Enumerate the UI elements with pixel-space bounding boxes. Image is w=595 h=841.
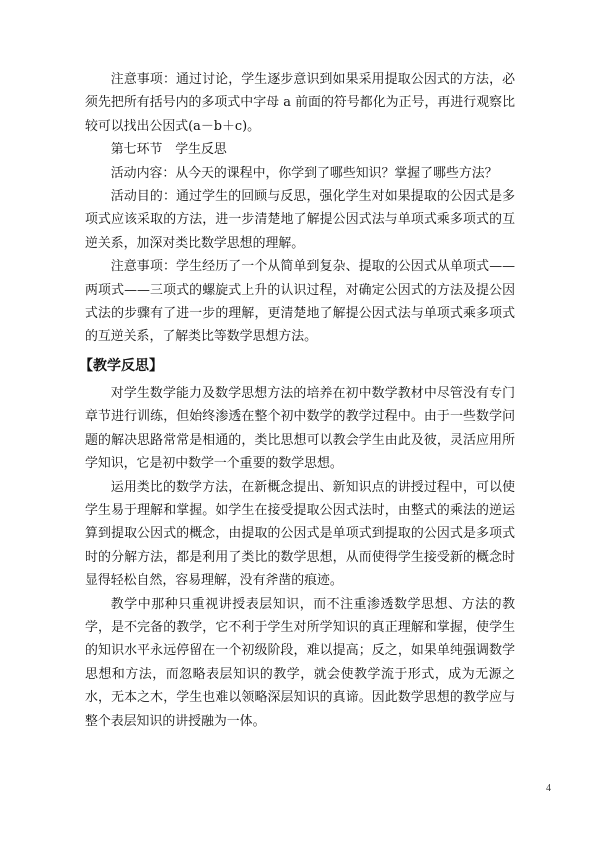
paragraph-activity-content: 活动内容：从今天的课程中，你学到了哪些知识？掌握了哪些方法？ xyxy=(110,165,498,181)
paragraph-step-7-heading: 第七环节 学生反思 xyxy=(110,142,227,158)
paragraph-activity-purpose: 活动目的：通过学生的回顾与反思，强化学生对如果提取的公因式是多项式应该采取的方法，进一步清楚地了解提公因式法与单项式乘多项式的互逆关系，加深对类比数学思想的理解。 xyxy=(85,189,515,251)
paragraph-reflection-1: 对学生数学能力及数学思想方法的培养在初中数学教材中尽管没有专门章节进行训练，但始终渗透在整个初中数学的教学过程中。由于一些数学问题的解决思路常常是相通的，类比思想可以教会学生由此及彼，灵活应用所学知识，它是初中数学一个重要的数学思想。 xyxy=(85,385,515,472)
section-heading-teaching-reflection: 【教学反思】 xyxy=(79,357,163,374)
paragraph-reflection-3: 教学中那种只重视讲授表层知识，而不注重渗透数学思想、方法的教学，是不完备的教学，它不利于学生对所学知识的真正理解和掌握，使学生的知识水平永远停留在一个初级阶段，难以提高；反之，如果单纯强调数学思想和方法，而忽略表层知识的教学，就会使教学流于形式，成为无源之水，无本之木，学生也难以领略深层知识的真谛。因此数学思想的教学应与整个表层知识的讲授融为一体。 xyxy=(85,596,515,729)
paragraph-notes-2: 注意事项：学生经历了一个从简单到复杂、提取的公因式从单项式——两项式——三项式的螺旋式上升的认识过程，对确定公因式的方法及提公因式法的步骤有了进一步的理解，更清楚地了解提公因式法与单项式乘多项式的互逆关系，了解类比等数学思想方法。 xyxy=(85,259,515,345)
paragraph-notes-1: 注意事项：通过讨论，学生逐步意识到如果采用提取公因式的方法，必须先把所有括号内的多项式中字母 a 前面的符号都化为正号，再进行观察比较可以找出公因式(a－b＋c)。 xyxy=(85,72,515,134)
page-number: 4 xyxy=(546,783,551,794)
paragraph-reflection-2: 运用类比的数学方法，在新概念提出、新知识点的讲授过程中，可以使学生易于理解和掌握。如学生在接受提取公因式法时，由整式的乘法的逆运算到提取公因式的概念，由提取的公因式是单项式到提取的公因式是多项式时的分解方法，都是利用了类比的数学思想，从而使得学生接受新的概念时显得轻松自然，容易理解，没有斧凿的痕迹。 xyxy=(85,479,515,589)
page-content xyxy=(79,68,515,733)
